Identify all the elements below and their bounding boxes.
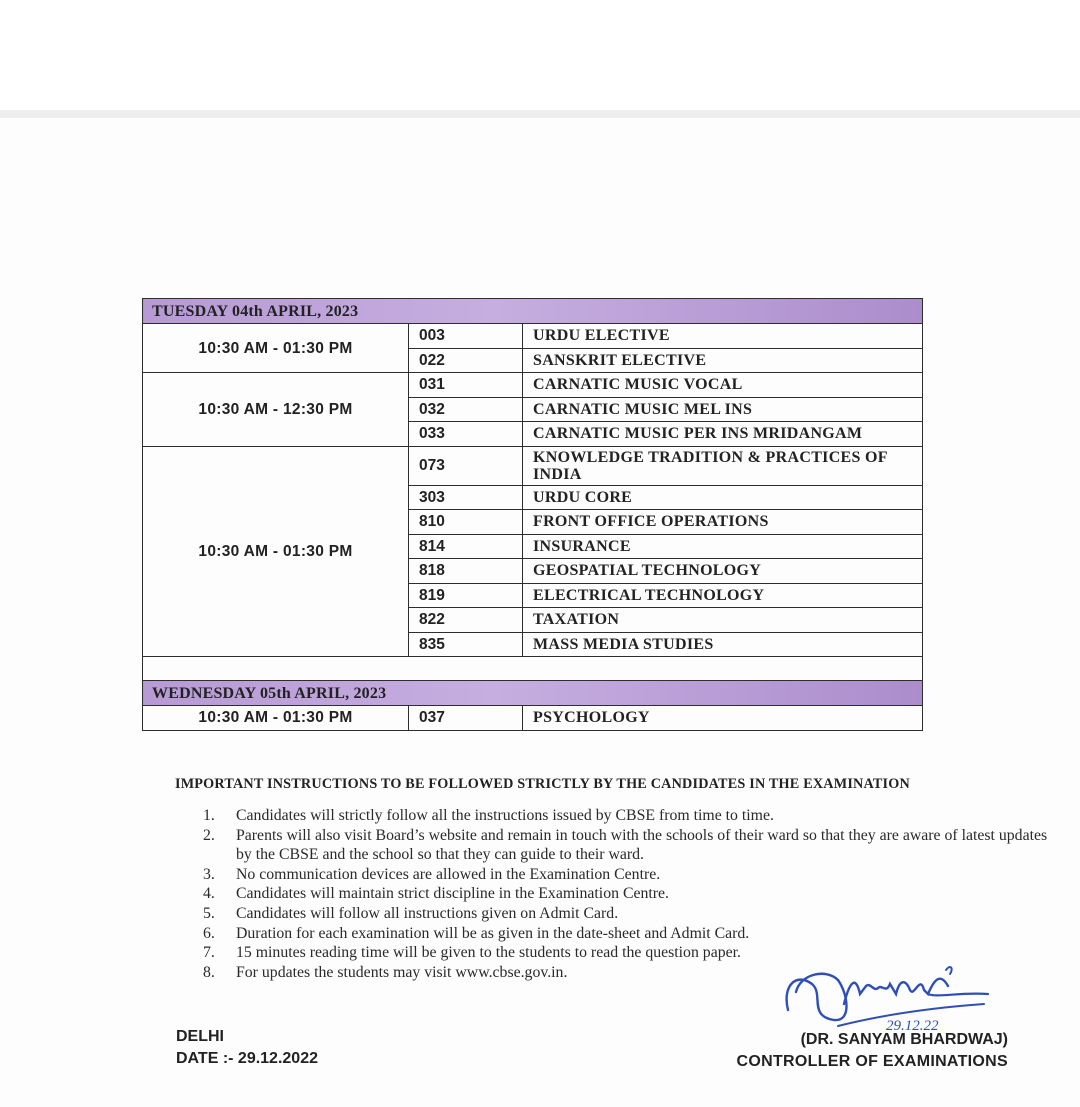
exam-schedule-table (142, 298, 923, 731)
subject-name: KNOWLEDGE TRADITION & PRACTICES OF INDIA (523, 446, 923, 485)
place-label: DELHI (176, 1028, 224, 1045)
schedule-row (143, 324, 923, 349)
time-slot: 10:30 AM - 12:30 PM (143, 373, 409, 447)
schedule-row (143, 373, 923, 398)
issue-date: DATE :- 29.12.2022 (176, 1050, 318, 1067)
instruction-text: No communication devices are allowed in the Examination Centre. (236, 865, 661, 883)
blank-row (143, 657, 923, 681)
day-heading: TUESDAY 04th APRIL, 2023 (143, 299, 923, 324)
subject-code: 037 (409, 706, 523, 731)
subject-name: FRONT OFFICE OPERATIONS (523, 510, 923, 535)
subject-code: 003 (409, 324, 523, 349)
instruction-number: 3. (203, 865, 215, 883)
instructions-list (203, 806, 1063, 982)
instruction-number: 6. (203, 924, 215, 942)
subject-name: URDU CORE (523, 485, 923, 510)
day-heading: WEDNESDAY 05th APRIL, 2023 (143, 681, 923, 706)
signature-date: 29.12.22 (886, 1018, 939, 1034)
subject-code: 022 (409, 348, 523, 373)
subject-code: 814 (409, 534, 523, 559)
subject-name: SANSKRIT ELECTIVE (523, 348, 923, 373)
instruction-item (203, 865, 1063, 885)
subject-name: CARNATIC MUSIC MEL INS (523, 397, 923, 422)
subject-name: GEOSPATIAL TECHNOLOGY (523, 559, 923, 584)
instruction-text: 15 minutes reading time will be given to the students to read the question paper. (236, 944, 741, 962)
subject-name: CARNATIC MUSIC PER INS MRIDANGAM (523, 422, 923, 447)
subject-code: 819 (409, 583, 523, 608)
subject-name: MASS MEDIA STUDIES (523, 632, 923, 657)
instruction-item (203, 924, 1063, 944)
blank-cell (143, 657, 923, 681)
day-header-row (143, 681, 923, 706)
time-slot: 10:30 AM - 01:30 PM (143, 324, 409, 373)
instructions-heading: IMPORTANT INSTRUCTIONS TO BE FOLLOWED STRICTLY BY THE CANDIDATES IN THE EXAMINATION (175, 776, 910, 792)
subject-code: 835 (409, 632, 523, 657)
schedule-row (143, 706, 923, 731)
subject-name: CARNATIC MUSIC VOCAL (523, 373, 923, 398)
subject-code: 031 (409, 373, 523, 398)
subject-name: INSURANCE (523, 534, 923, 559)
subject-code: 073 (409, 446, 523, 485)
subject-code: 818 (409, 559, 523, 584)
instruction-text: Duration for each examination will be as given in the date-sheet and Admit Card. (236, 924, 750, 942)
subject-code: 033 (409, 422, 523, 447)
top-blank-area (0, 0, 1080, 110)
instruction-text: Parents will also visit Board’s website and remain in touch with the schools of their ward so that they are aware of latest updates by the CBSE and the school so that they can guide to their ward. (236, 826, 1048, 864)
subject-code: 810 (409, 510, 523, 535)
instruction-item (203, 904, 1063, 924)
schedule-row (143, 446, 923, 485)
instruction-number: 4. (203, 885, 215, 903)
instruction-text: For updates the students may visit www.cbse.gov.in. (236, 963, 568, 981)
subject-name: TAXATION (523, 608, 923, 633)
instruction-number: 7. (203, 944, 215, 962)
instruction-item (203, 826, 1063, 865)
instruction-number: 5. (203, 904, 215, 922)
subject-name: PSYCHOLOGY (523, 706, 923, 731)
subject-code: 032 (409, 397, 523, 422)
subject-code: 303 (409, 485, 523, 510)
signer-name: (DR. SANYAM BHARDWAJ) (800, 1031, 1008, 1048)
instruction-number: 1. (203, 807, 215, 824)
day-header-row (143, 299, 923, 324)
instruction-item (203, 943, 1063, 963)
time-slot: 10:30 AM - 01:30 PM (143, 446, 409, 657)
time-slot: 10:30 AM - 01:30 PM (143, 706, 409, 731)
page-divider (0, 110, 1080, 118)
subject-name: ELECTRICAL TECHNOLOGY (523, 583, 923, 608)
instruction-text: Candidates will maintain strict discipline in the Examination Centre. (236, 885, 670, 903)
instruction-text: Candidates will follow all instructions given on Admit Card. (236, 904, 619, 922)
signer-title: CONTROLLER OF EXAMINATIONS (736, 1053, 1008, 1070)
subject-name: URDU ELECTIVE (523, 324, 923, 349)
instruction-item (203, 884, 1063, 904)
instruction-number: 8. (203, 963, 215, 981)
subject-code: 822 (409, 608, 523, 633)
instruction-number: 2. (203, 826, 215, 844)
instruction-text: Candidates will strictly follow all the instructions issued by CBSE from time to time. (236, 807, 774, 824)
instruction-item (203, 806, 1063, 826)
